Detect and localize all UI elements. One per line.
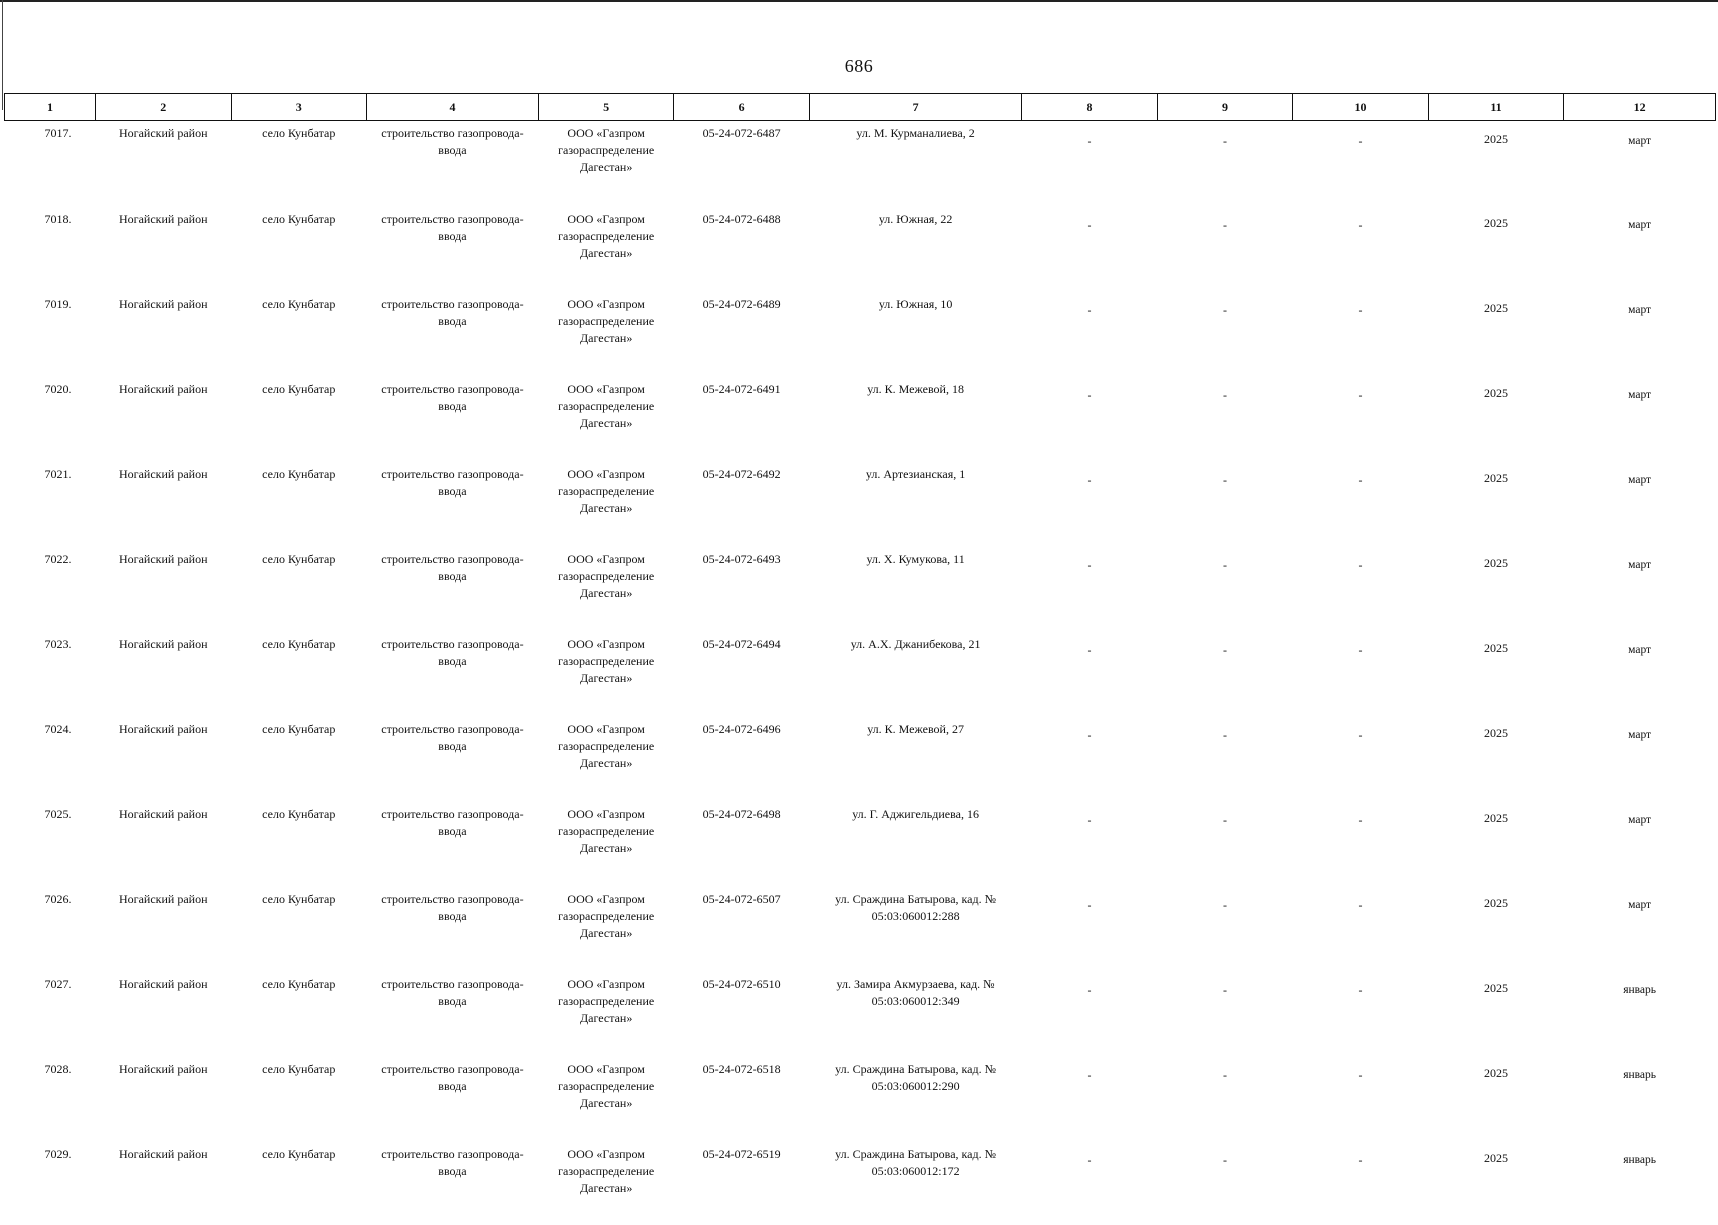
row-number: 7025. bbox=[5, 800, 96, 885]
col9-cell: - bbox=[1157, 460, 1293, 545]
col9-cell: - bbox=[1157, 1140, 1293, 1225]
col10-cell: - bbox=[1293, 630, 1429, 715]
table-row bbox=[5, 375, 1716, 460]
district-cell: Ногайский район bbox=[96, 630, 232, 715]
object-code-cell: 05-24-072-6491 bbox=[674, 375, 810, 460]
row-number: 7027. bbox=[5, 970, 96, 1055]
locality-cell: село Кунбатар bbox=[231, 375, 367, 460]
district-cell: Ногайский район bbox=[96, 970, 232, 1055]
locality-cell: село Кунбатар bbox=[231, 885, 367, 970]
header-col-6: 6 bbox=[674, 94, 810, 121]
object-code-cell: 05-24-072-6496 bbox=[674, 715, 810, 800]
organization-cell: ООО «Газпром газораспределение Дагестан» bbox=[538, 290, 674, 375]
object-code-cell: 05-24-072-6492 bbox=[674, 460, 810, 545]
table-row bbox=[5, 290, 1716, 375]
col10-cell: - bbox=[1293, 121, 1429, 206]
table-row bbox=[5, 545, 1716, 630]
address-cell: ул. Сраждина Батырова, кад. № 05:03:060012:288 bbox=[809, 885, 1021, 970]
address-cell: ул. А.Х. Джанибекова, 21 bbox=[809, 630, 1021, 715]
table-row bbox=[5, 885, 1716, 970]
address-cell: ул. К. Межевой, 27 bbox=[809, 715, 1021, 800]
district-cell: Ногайский район bbox=[96, 121, 232, 206]
row-number: 7022. bbox=[5, 545, 96, 630]
col9-cell: - bbox=[1157, 630, 1293, 715]
work-type-cell: строительство газопровода-ввода bbox=[367, 375, 539, 460]
work-type-cell: строительство газопровода-ввода bbox=[367, 885, 539, 970]
year-cell: 2025 bbox=[1428, 715, 1564, 800]
object-code-cell: 05-24-072-6489 bbox=[674, 290, 810, 375]
col9-cell: - bbox=[1157, 121, 1293, 206]
address-cell: ул. Южная, 10 bbox=[809, 290, 1021, 375]
organization-cell: ООО «Газпром газораспределение Дагестан» bbox=[538, 205, 674, 290]
district-cell: Ногайский район bbox=[96, 715, 232, 800]
col8-cell: - bbox=[1022, 375, 1158, 460]
year-cell: 2025 bbox=[1428, 121, 1564, 206]
col8-cell: - bbox=[1022, 460, 1158, 545]
district-cell: Ногайский район bbox=[96, 545, 232, 630]
organization-cell: ООО «Газпром газораспределение Дагестан» bbox=[538, 970, 674, 1055]
organization-cell: ООО «Газпром газораспределение Дагестан» bbox=[538, 715, 674, 800]
col8-cell: - bbox=[1022, 630, 1158, 715]
month-cell: январь bbox=[1564, 1140, 1716, 1225]
organization-cell: ООО «Газпром газораспределение Дагестан» bbox=[538, 630, 674, 715]
col8-cell: - bbox=[1022, 970, 1158, 1055]
row-number: 7024. bbox=[5, 715, 96, 800]
table-row bbox=[5, 715, 1716, 800]
header-col-12: 12 bbox=[1564, 94, 1716, 121]
year-cell: 2025 bbox=[1428, 1140, 1564, 1225]
col9-cell: - bbox=[1157, 545, 1293, 630]
organization-cell: ООО «Газпром газораспределение Дагестан» bbox=[538, 800, 674, 885]
work-type-cell: строительство газопровода-ввода bbox=[367, 715, 539, 800]
address-cell: ул. Сраждина Батырова, кад. № 05:03:060012:172 bbox=[809, 1140, 1021, 1225]
object-code-cell: 05-24-072-6519 bbox=[674, 1140, 810, 1225]
month-cell: март bbox=[1564, 375, 1716, 460]
table-row bbox=[5, 630, 1716, 715]
col9-cell: - bbox=[1157, 715, 1293, 800]
row-number: 7029. bbox=[5, 1140, 96, 1225]
col9-cell: - bbox=[1157, 970, 1293, 1055]
col10-cell: - bbox=[1293, 290, 1429, 375]
col10-cell: - bbox=[1293, 715, 1429, 800]
locality-cell: село Кунбатар bbox=[231, 1140, 367, 1225]
address-cell: ул. Г. Аджигельдиева, 16 bbox=[809, 800, 1021, 885]
header-col-7: 7 bbox=[809, 94, 1021, 121]
address-cell: ул. Х. Кумукова, 11 bbox=[809, 545, 1021, 630]
work-type-cell: строительство газопровода-ввода bbox=[367, 630, 539, 715]
district-cell: Ногайский район bbox=[96, 375, 232, 460]
header-col-3: 3 bbox=[231, 94, 367, 121]
col8-cell: - bbox=[1022, 1140, 1158, 1225]
year-cell: 2025 bbox=[1428, 375, 1564, 460]
work-type-cell: строительство газопровода-ввода bbox=[367, 1140, 539, 1225]
row-number: 7019. bbox=[5, 290, 96, 375]
register-table bbox=[4, 93, 1716, 1225]
organization-cell: ООО «Газпром газораспределение Дагестан» bbox=[538, 1140, 674, 1225]
page-number: 686 bbox=[0, 56, 1718, 77]
month-cell: март bbox=[1564, 800, 1716, 885]
scan-border-left bbox=[2, 0, 3, 110]
locality-cell: село Кунбатар bbox=[231, 290, 367, 375]
month-cell: март bbox=[1564, 630, 1716, 715]
district-cell: Ногайский район bbox=[96, 290, 232, 375]
object-code-cell: 05-24-072-6518 bbox=[674, 1055, 810, 1140]
locality-cell: село Кунбатар bbox=[231, 1055, 367, 1140]
scan-border-top bbox=[0, 0, 1718, 2]
col8-cell: - bbox=[1022, 545, 1158, 630]
organization-cell: ООО «Газпром газораспределение Дагестан» bbox=[538, 460, 674, 545]
work-type-cell: строительство газопровода-ввода bbox=[367, 545, 539, 630]
year-cell: 2025 bbox=[1428, 460, 1564, 545]
month-cell: март bbox=[1564, 460, 1716, 545]
col10-cell: - bbox=[1293, 1140, 1429, 1225]
month-cell: март bbox=[1564, 885, 1716, 970]
year-cell: 2025 bbox=[1428, 970, 1564, 1055]
district-cell: Ногайский район bbox=[96, 205, 232, 290]
col9-cell: - bbox=[1157, 1055, 1293, 1140]
col8-cell: - bbox=[1022, 715, 1158, 800]
col9-cell: - bbox=[1157, 205, 1293, 290]
row-number: 7017. bbox=[5, 121, 96, 206]
month-cell: март bbox=[1564, 290, 1716, 375]
object-code-cell: 05-24-072-6494 bbox=[674, 630, 810, 715]
year-cell: 2025 bbox=[1428, 205, 1564, 290]
col8-cell: - bbox=[1022, 885, 1158, 970]
table-row bbox=[5, 460, 1716, 545]
col10-cell: - bbox=[1293, 885, 1429, 970]
object-code-cell: 05-24-072-6510 bbox=[674, 970, 810, 1055]
address-cell: ул. М. Курманалиева, 2 bbox=[809, 121, 1021, 206]
header-col-5: 5 bbox=[538, 94, 674, 121]
row-number: 7020. bbox=[5, 375, 96, 460]
col10-cell: - bbox=[1293, 970, 1429, 1055]
row-number: 7026. bbox=[5, 885, 96, 970]
year-cell: 2025 bbox=[1428, 630, 1564, 715]
district-cell: Ногайский район bbox=[96, 885, 232, 970]
month-cell: март bbox=[1564, 205, 1716, 290]
year-cell: 2025 bbox=[1428, 1055, 1564, 1140]
work-type-cell: строительство газопровода-ввода bbox=[367, 290, 539, 375]
work-type-cell: строительство газопровода-ввода bbox=[367, 800, 539, 885]
register-body bbox=[5, 121, 1716, 1225]
col9-cell: - bbox=[1157, 375, 1293, 460]
district-cell: Ногайский район bbox=[96, 1140, 232, 1225]
address-cell: ул. К. Межевой, 18 bbox=[809, 375, 1021, 460]
col8-cell: - bbox=[1022, 290, 1158, 375]
object-code-cell: 05-24-072-6493 bbox=[674, 545, 810, 630]
month-cell: март bbox=[1564, 715, 1716, 800]
locality-cell: село Кунбатар bbox=[231, 800, 367, 885]
month-cell: январь bbox=[1564, 970, 1716, 1055]
year-cell: 2025 bbox=[1428, 885, 1564, 970]
table-row bbox=[5, 970, 1716, 1055]
col9-cell: - bbox=[1157, 800, 1293, 885]
year-cell: 2025 bbox=[1428, 545, 1564, 630]
table-row bbox=[5, 1055, 1716, 1140]
header-col-8: 8 bbox=[1022, 94, 1158, 121]
district-cell: Ногайский район bbox=[96, 1055, 232, 1140]
table-row bbox=[5, 800, 1716, 885]
col8-cell: - bbox=[1022, 1055, 1158, 1140]
row-number: 7028. bbox=[5, 1055, 96, 1140]
month-cell: март bbox=[1564, 545, 1716, 630]
row-number: 7023. bbox=[5, 630, 96, 715]
month-cell: март bbox=[1564, 121, 1716, 206]
col10-cell: - bbox=[1293, 460, 1429, 545]
work-type-cell: строительство газопровода-ввода bbox=[367, 970, 539, 1055]
organization-cell: ООО «Газпром газораспределение Дагестан» bbox=[538, 1055, 674, 1140]
col9-cell: - bbox=[1157, 885, 1293, 970]
organization-cell: ООО «Газпром газораспределение Дагестан» bbox=[538, 121, 674, 206]
organization-cell: ООО «Газпром газораспределение Дагестан» bbox=[538, 545, 674, 630]
work-type-cell: строительство газопровода-ввода bbox=[367, 121, 539, 206]
col8-cell: - bbox=[1022, 800, 1158, 885]
header-col-1: 1 bbox=[5, 94, 96, 121]
col10-cell: - bbox=[1293, 375, 1429, 460]
locality-cell: село Кунбатар bbox=[231, 205, 367, 290]
table-row bbox=[5, 1140, 1716, 1225]
address-cell: ул. Замира Акмурзаева, кад. № 05:03:060012:349 bbox=[809, 970, 1021, 1055]
header-col-10: 10 bbox=[1293, 94, 1429, 121]
col10-cell: - bbox=[1293, 800, 1429, 885]
work-type-cell: строительство газопровода-ввода bbox=[367, 205, 539, 290]
header-col-4: 4 bbox=[367, 94, 539, 121]
header-row bbox=[5, 94, 1716, 121]
locality-cell: село Кунбатар bbox=[231, 545, 367, 630]
table-row bbox=[5, 121, 1716, 206]
table-row bbox=[5, 205, 1716, 290]
object-code-cell: 05-24-072-6488 bbox=[674, 205, 810, 290]
work-type-cell: строительство газопровода-ввода bbox=[367, 460, 539, 545]
object-code-cell: 05-24-072-6487 bbox=[674, 121, 810, 206]
col10-cell: - bbox=[1293, 205, 1429, 290]
year-cell: 2025 bbox=[1428, 290, 1564, 375]
col10-cell: - bbox=[1293, 1055, 1429, 1140]
month-cell: январь bbox=[1564, 1055, 1716, 1140]
header-col-11: 11 bbox=[1428, 94, 1564, 121]
row-number: 7018. bbox=[5, 205, 96, 290]
col10-cell: - bbox=[1293, 545, 1429, 630]
address-cell: ул. Сраждина Батырова, кад. № 05:03:060012:290 bbox=[809, 1055, 1021, 1140]
district-cell: Ногайский район bbox=[96, 800, 232, 885]
object-code-cell: 05-24-072-6507 bbox=[674, 885, 810, 970]
year-cell: 2025 bbox=[1428, 800, 1564, 885]
col8-cell: - bbox=[1022, 205, 1158, 290]
header-col-9: 9 bbox=[1157, 94, 1293, 121]
row-number: 7021. bbox=[5, 460, 96, 545]
organization-cell: ООО «Газпром газораспределение Дагестан» bbox=[538, 885, 674, 970]
address-cell: ул. Артезианская, 1 bbox=[809, 460, 1021, 545]
locality-cell: село Кунбатар bbox=[231, 460, 367, 545]
col9-cell: - bbox=[1157, 290, 1293, 375]
header-col-2: 2 bbox=[96, 94, 232, 121]
work-type-cell: строительство газопровода-ввода bbox=[367, 1055, 539, 1140]
col8-cell: - bbox=[1022, 121, 1158, 206]
object-code-cell: 05-24-072-6498 bbox=[674, 800, 810, 885]
organization-cell: ООО «Газпром газораспределение Дагестан» bbox=[538, 375, 674, 460]
locality-cell: село Кунбатар bbox=[231, 630, 367, 715]
locality-cell: село Кунбатар bbox=[231, 970, 367, 1055]
district-cell: Ногайский район bbox=[96, 460, 232, 545]
locality-cell: село Кунбатар bbox=[231, 121, 367, 206]
locality-cell: село Кунбатар bbox=[231, 715, 367, 800]
address-cell: ул. Южная, 22 bbox=[809, 205, 1021, 290]
